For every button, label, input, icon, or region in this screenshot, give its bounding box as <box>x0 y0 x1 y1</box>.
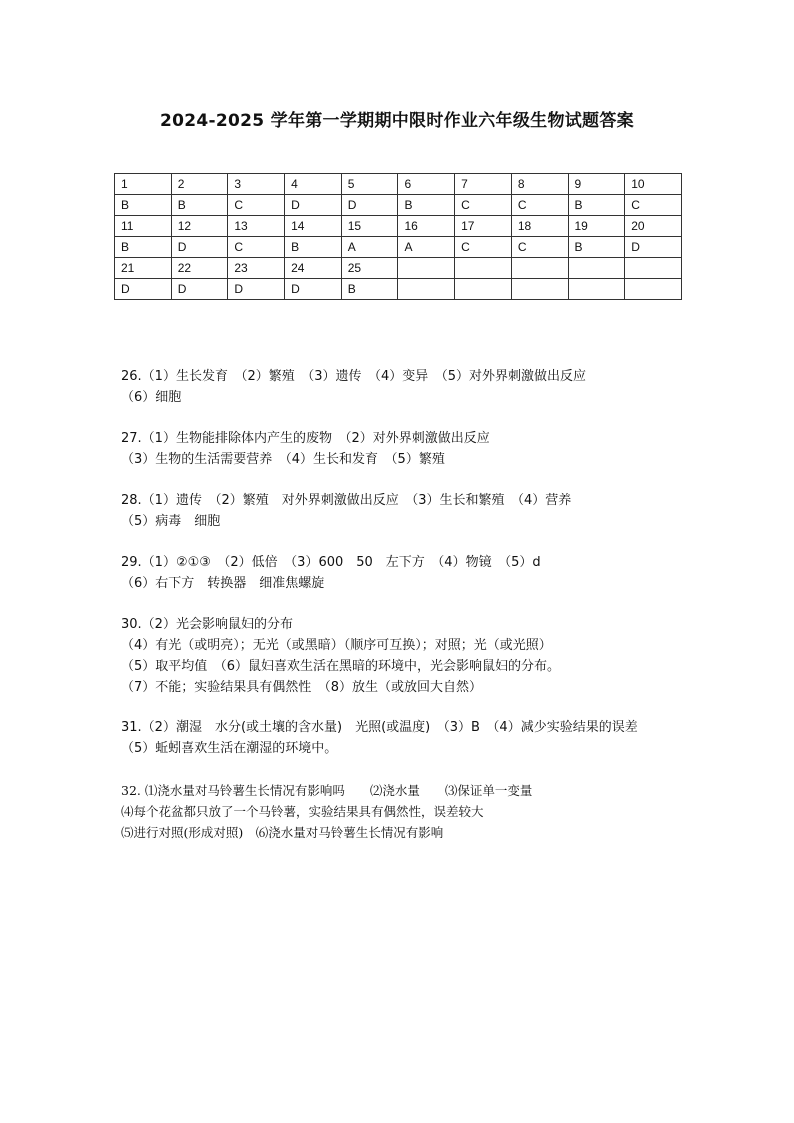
answer-item-30 <box>121 614 560 698</box>
question-number-cell: 23 <box>228 258 285 279</box>
answer-item-26 <box>121 366 586 408</box>
question-number-cell: 1 <box>115 174 172 195</box>
question-number-cell: 24 <box>285 258 342 279</box>
question-number-cell <box>625 258 682 279</box>
question-number-cell <box>455 258 512 279</box>
question-number-cell: 14 <box>285 216 342 237</box>
answer-line: （5）病毒 细胞 <box>121 514 221 529</box>
question-number-cell: 20 <box>625 216 682 237</box>
table-row <box>115 195 682 216</box>
answer-cell: B <box>398 195 455 216</box>
answer-line: 27.（1）生物能排除体内产生的废物 （2）对外界刺激做出反应 <box>121 431 490 446</box>
question-number-cell: 2 <box>171 174 228 195</box>
answer-cell: C <box>228 195 285 216</box>
answer-line: ⑸进行对照(形成对照) ⑹浇水量对马铃薯生长情况有影响 <box>121 825 444 840</box>
answer-cell <box>511 279 568 300</box>
answer-line: 26.（1）生长发育 （2）繁殖 （3）遗传 （4）变异 （5）对外界刺激做出反应 <box>121 369 587 384</box>
answer-cell: B <box>568 237 625 258</box>
question-number-cell: 13 <box>228 216 285 237</box>
answer-line: （7）不能；实验结果具有偶然性 （8）放生（或放回大自然） <box>121 680 483 695</box>
answer-line: 32. ⑴浇水量对马铃薯生长情况有影响吗 ⑵浇水量 ⑶保证单一变量 <box>121 783 533 798</box>
answer-line: （3）生物的生活需要营养 （4）生长和发育 （5）繁殖 <box>121 452 445 467</box>
answer-line: （6）细胞 <box>121 390 182 405</box>
answer-cell: D <box>285 195 342 216</box>
answer-cell: C <box>511 195 568 216</box>
answer-line: ⑷每个花盆都只放了一个马铃薯，实验结果具有偶然性，误差较大 <box>121 804 484 819</box>
answer-item-29 <box>121 552 541 594</box>
question-number-cell: 17 <box>455 216 512 237</box>
answer-cell: C <box>228 237 285 258</box>
answer-cell: D <box>171 279 228 300</box>
question-number-cell: 25 <box>341 258 398 279</box>
answer-cell: D <box>228 279 285 300</box>
answer-line: 29.（1）②①③ （2）低倍 （3）600 50 左下方 （4）物镜 （5）d <box>121 555 541 570</box>
answer-cell: B <box>341 279 398 300</box>
answer-cell <box>568 279 625 300</box>
question-number-cell: 5 <box>341 174 398 195</box>
table-row <box>115 237 682 258</box>
question-number-cell: 11 <box>115 216 172 237</box>
answer-cell: D <box>341 195 398 216</box>
answer-cell: A <box>341 237 398 258</box>
answer-cell: A <box>398 237 455 258</box>
answer-cell: D <box>115 279 172 300</box>
answer-key-table <box>114 173 682 300</box>
answer-item-28 <box>121 490 571 532</box>
answer-cell <box>455 279 512 300</box>
question-number-cell: 12 <box>171 216 228 237</box>
question-number-cell: 19 <box>568 216 625 237</box>
answer-cell: D <box>285 279 342 300</box>
answer-line: 30.（2）光会影响鼠妇的分布 <box>121 617 293 632</box>
answer-line: （6）右下方 转换器 细准焦螺旋 <box>121 576 325 591</box>
answer-cell: C <box>511 237 568 258</box>
table-row <box>115 216 682 237</box>
answer-cell: B <box>171 195 228 216</box>
answer-line: （5）取平均值 （6）鼠妇喜欢生活在黑暗的环境中，光会影响鼠妇的分布。 <box>121 659 561 674</box>
question-number-cell: 4 <box>285 174 342 195</box>
question-number-cell: 8 <box>511 174 568 195</box>
answer-cell: B <box>568 195 625 216</box>
question-number-cell: 7 <box>455 174 512 195</box>
page-title: 2024-2025 学年第一学期期中限时作业六年级生物试题答案 <box>160 111 634 131</box>
answer-line: （5）蚯蚓喜欢生活在潮湿的环境中。 <box>121 741 338 756</box>
table-row <box>115 258 682 279</box>
answer-cell: B <box>115 237 172 258</box>
question-number-cell <box>568 258 625 279</box>
answer-item-31 <box>121 717 638 759</box>
question-number-cell: 15 <box>341 216 398 237</box>
answer-item-32 <box>121 780 532 843</box>
answer-cell <box>625 279 682 300</box>
question-number-cell: 22 <box>171 258 228 279</box>
answer-cell <box>398 279 455 300</box>
answer-cell: C <box>455 195 512 216</box>
answer-line: 28.（1）遗传 （2）繁殖 对外界刺激做出反应 （3）生长和繁殖 （4）营养 <box>121 493 572 508</box>
question-number-cell: 18 <box>511 216 568 237</box>
question-number-cell: 21 <box>115 258 172 279</box>
question-number-cell: 6 <box>398 174 455 195</box>
answer-cell: D <box>625 237 682 258</box>
answer-item-27 <box>121 428 490 470</box>
answer-line: （4）有光（或明亮）；无光（或黑暗）（顺序可互换）；对照；光（或光照） <box>121 638 552 653</box>
table-row <box>115 174 682 195</box>
question-number-cell: 3 <box>228 174 285 195</box>
question-number-cell: 10 <box>625 174 682 195</box>
answer-line: 31.（2）潮湿 水分(或土壤的含水量) 光照(或温度) （3）B （4）减少实验结果的误差 <box>121 720 638 735</box>
answer-cell: B <box>285 237 342 258</box>
question-number-cell <box>398 258 455 279</box>
table-row <box>115 279 682 300</box>
question-number-cell: 16 <box>398 216 455 237</box>
question-number-cell <box>511 258 568 279</box>
answer-cell: B <box>115 195 172 216</box>
question-number-cell: 9 <box>568 174 625 195</box>
answer-cell: C <box>625 195 682 216</box>
answer-cell: D <box>171 237 228 258</box>
answer-cell: C <box>455 237 512 258</box>
